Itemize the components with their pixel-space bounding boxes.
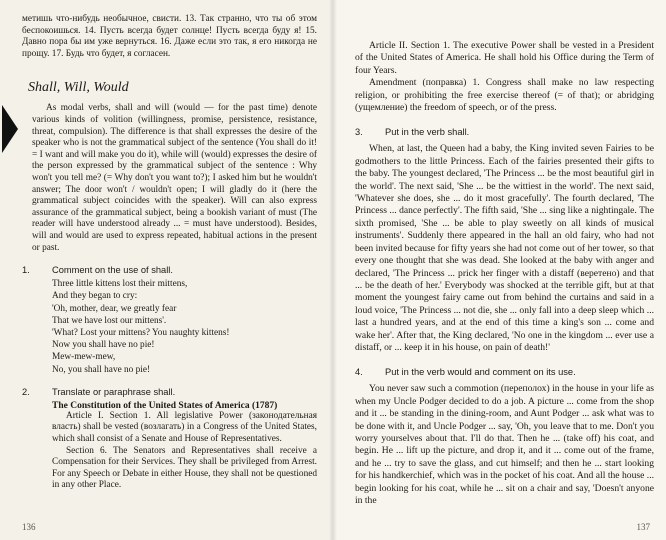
exercise-2-header xyxy=(22,386,317,398)
left-page-number: 136 xyxy=(22,522,36,532)
poem-line: And they began to cry: xyxy=(52,291,138,302)
section-heading: Shall, Will, Would xyxy=(28,80,129,96)
book-gutter xyxy=(329,0,337,540)
exercise-title: Translate or paraphrase shall. xyxy=(52,386,176,397)
modal-verbs-block xyxy=(32,103,317,254)
right-page xyxy=(333,0,666,540)
poem-line: 'What? Lost your mittens? You naughty kittens! xyxy=(52,327,230,338)
modal-verbs-paragraph: As modal verbs, shall and will (would — for the past time) denote various kinds of volition (willingness, promise, persistence, resistance, threat, compulsion). The difference is that shall expresses the desire of the speaker who is not the grammatical subject of the sentence (You shall do it! = I want and will make you do it), while will (would) expresses the desire of the person expressed by the grammatical subject of the sentence : Why won't you tell me? (= Why don't you want to?); I asked him but he wouldn't answer; The door won't / wouldn't open; I will gladly do it (here the grammatical subject coincides with the speaker). Will can also express assurance of the grammatical subject, being a bookish variant of must (The reader will have understood already ... = must have understood). Besides, will and would are used to express repeated, habitual actions in the present or past. xyxy=(32,103,317,253)
exercise-3-header xyxy=(355,126,654,138)
left-top-paragraph: метишь что-нибудь необычное, свисти. 13. Так странно, что ты об этом беспокоишься. 14. Пусть всегда будет солнце! Пусть всегда буду я! 15. Давно пора бы им уже вернуться. 16. Даже если это так, я его никогда не прощу. 17. Будь что будет, я согласен. xyxy=(22,14,317,59)
poem-line: 'Oh, mother, dear, we greatly fear xyxy=(52,303,177,314)
constitution-text xyxy=(52,411,317,492)
exercise-title: Put in the verb shall. xyxy=(385,127,470,138)
triangle-marker-icon xyxy=(2,105,18,153)
poem-line: Mew-mew-mew, xyxy=(52,352,116,363)
article-1-paragraph: Article I. Section 1. All legislative Power (законодательная власть) shall be vested (возлагать) in a Congress of the United States, which shall consist of a Senate and House of Representatives. xyxy=(52,410,317,444)
exercise-number: 2. xyxy=(22,386,30,397)
constitution-title: The Constitution of the United States of America (1787) xyxy=(52,400,278,411)
exercise-title: Comment on the use of shall. xyxy=(52,265,173,276)
poem-line: Three little kittens lost their mittens, xyxy=(52,279,188,290)
exercise-4-header xyxy=(355,366,654,378)
poem-line: That we have lost our mittens'. xyxy=(52,315,167,326)
exercise-4-text: You never saw such a commotion (переполох) in the house in your life as when my Uncle Podger decided to do a job. A picture ... come from the shop and it ... be standing in the dining-room, and Aunt Podger ... ask what was to be done with it, and Uncle Podger ... say, 'Oh, you leave that to me. Don't you worry yourselves about that. I'll do that. Then he ... (take off) his coat, and begin. He ... lift up the picture, and drop it, and it ... come out of the frame, and he ... try to save the glass, and cut himself; and then he ... start looking for his handkerchief, which was in the pocket of his coat. And all the house ... begin looking for his coat, while he ... sit on a chair and say, 'Doesn't anyone in the xyxy=(355,383,654,506)
poem-line: Now you shall have no pie! xyxy=(52,340,155,351)
exercise-3-text: When, at last, the Queen had a baby, the King invited seven Fairies to be godmothers to the little Princess. Each of the fairies presented their gifts to the baby. The youngest declared, 'The Princess ... be the most beautiful girl in the world'. The next said, 'She ... be the wittiest in the world'. The next said, 'Whatever she does, she ... do it most gracefully'. The fourth declared, 'The Princess ... dance perfectly'. The fifth said, 'She ... sing like a nightingale. The sixth promised, 'She ... be able to play sweetly on all kinds of musical instruments'. Suddenly there appeared in the hall an old fairy, who had not been invited because for fifty years she had not come out of her tower, so that every one thought that she was dead. She looked at the baby with anger and declared, 'The Princess ... prick her finger with a distaff (веретено) and that ... be the death of her.' Everybody was shocked at the terrible gift, but at that moment the youngest fairy came out from behind the curtains and said in a loud voice, 'The Princess ... not die, she ... only fall into a deep sleep which ... last a hundred years, and at the end of this time a king's son ... come and wake her'. After that, the King declared, 'No one in the kingdom ... ever use a distaff, or ... keep it in his house, on pain of death!' xyxy=(355,143,654,353)
exercise-number: 1. xyxy=(22,265,30,276)
article-2-paragraph: Article II. Section 1. The executive Power shall be vested in a President of the United States of America. He shall hold his Office during the Term of four Years. xyxy=(355,40,654,76)
exercise-1-header xyxy=(22,264,317,276)
poem-line: No, you shall have no pie! xyxy=(52,364,151,375)
exercise-number: 4. xyxy=(355,367,363,378)
kittens-poem xyxy=(52,278,317,376)
exercise-number: 3. xyxy=(355,127,363,138)
amendment-paragraph: Amendment (поправка) 1. Congress shall make no law respecting religion, or prohibiting the free exercise thereof (= of that); or abridging (ущемление) the freedom of speech, or of the press. xyxy=(355,77,654,114)
exercise-title: Put in the verb would and comment on its use. xyxy=(385,367,576,378)
right-page-number: 137 xyxy=(636,522,650,532)
section-6-paragraph: Section 6. The Senators and Representatives shall receive a Compensation for their Services. They shall be privileged from Arrest. For any Speech or Debate in either House, they shall not be questioned in any other Place. xyxy=(52,445,317,491)
